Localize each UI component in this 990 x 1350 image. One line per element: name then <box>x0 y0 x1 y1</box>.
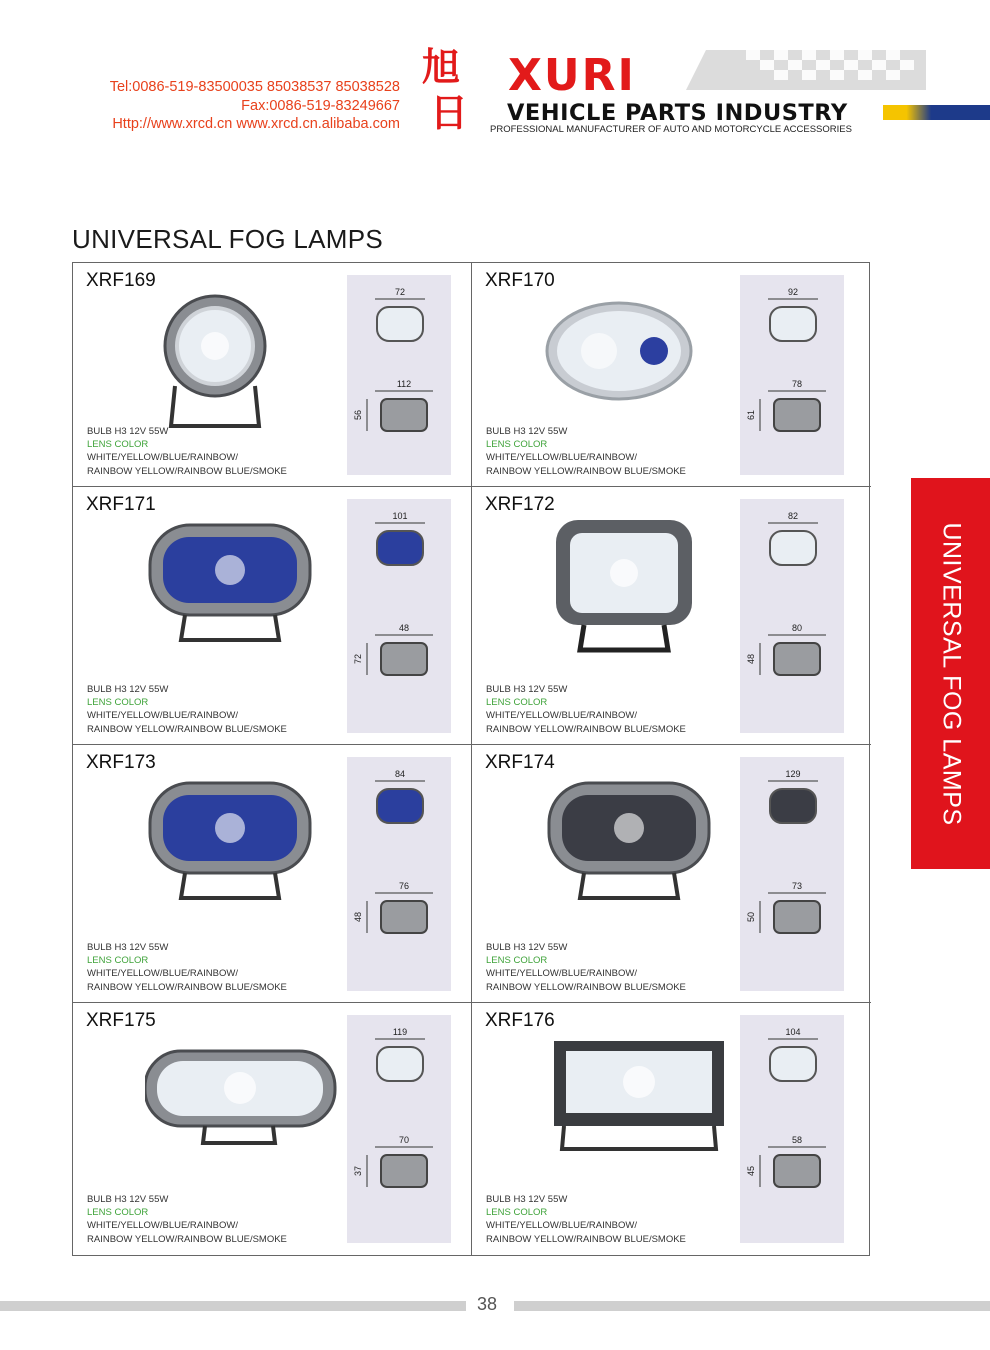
brand-logo-mark <box>418 40 498 132</box>
dimension-svg <box>740 499 844 733</box>
dim-height: 72 <box>353 653 363 665</box>
dim-height: 48 <box>353 911 363 923</box>
product-photo <box>145 291 345 431</box>
dim-width-top: 119 <box>392 1027 408 1037</box>
contact-phone: Tel:0086-519-83500035 85038537 85038528 <box>109 79 400 95</box>
product-specs <box>87 941 287 994</box>
brand-name: XURI <box>508 50 636 101</box>
contact-fax: Fax:0086-519-83249667 <box>241 97 400 114</box>
contact-info <box>40 78 400 134</box>
dim-depth: 78 <box>791 379 803 389</box>
lens-colors-line2: RAINBOW YELLOW/RAINBOW BLUE/SMOKE <box>486 723 686 735</box>
dim-width-top: 92 <box>787 287 799 297</box>
lens-color-label: LENS COLOR <box>87 697 149 709</box>
dim-depth: 58 <box>791 1135 803 1145</box>
contact-web: Http://www.xrcd.cn www.xrcd.cn.alibaba.com <box>112 116 400 132</box>
lens-colors-line1: WHITE/YELLOW/BLUE/RAINBOW/ <box>486 1220 637 1232</box>
lens-colors-line2: RAINBOW YELLOW/RAINBOW BLUE/SMOKE <box>87 981 287 993</box>
lens-colors-line1: WHITE/YELLOW/BLUE/RAINBOW/ <box>486 710 637 722</box>
product-photo <box>544 515 744 655</box>
dimension-drawing <box>347 1015 451 1243</box>
dimension-drawing <box>347 275 451 475</box>
dimension-svg <box>347 757 451 991</box>
dimension-drawing <box>347 757 451 991</box>
product-specs <box>486 425 686 478</box>
dim-width-top: 104 <box>785 1027 801 1037</box>
dim-height: 61 <box>746 409 756 421</box>
product-photo <box>544 1031 744 1171</box>
logo-char-1: 旭 <box>422 45 461 89</box>
lens-color-label: LENS COLOR <box>486 955 548 967</box>
bulb-spec: BULB H3 12V 55W <box>486 942 568 953</box>
dimension-svg <box>740 1015 844 1243</box>
product-card <box>73 263 472 487</box>
product-model: XRF171 <box>86 494 156 515</box>
dim-height: 48 <box>746 653 756 665</box>
dimension-drawing <box>740 275 844 475</box>
product-model: XRF175 <box>86 1010 156 1031</box>
dim-width-top: 72 <box>394 287 406 297</box>
dim-width-top: 82 <box>787 511 799 521</box>
product-photo <box>544 291 744 431</box>
product-card <box>472 487 871 745</box>
dim-depth: 70 <box>398 1135 410 1145</box>
dim-depth: 48 <box>398 623 410 633</box>
dimension-drawing <box>347 499 451 733</box>
checkered-flag-graphic <box>686 50 926 90</box>
product-model: XRF169 <box>86 270 156 291</box>
bulb-spec: BULB H3 12V 55W <box>486 684 568 695</box>
dim-height: 45 <box>746 1165 756 1177</box>
product-card <box>472 263 871 487</box>
dimension-svg <box>347 1015 451 1243</box>
product-photo <box>145 515 345 655</box>
dimension-svg <box>347 499 451 733</box>
lens-colors-line2: RAINBOW YELLOW/RAINBOW BLUE/SMOKE <box>486 465 686 477</box>
accent-color-bar <box>883 105 990 120</box>
dimension-svg <box>740 275 844 475</box>
product-specs <box>87 425 287 478</box>
lens-colors-line1: WHITE/YELLOW/BLUE/RAINBOW/ <box>486 968 637 980</box>
dim-depth: 73 <box>791 881 803 891</box>
lens-color-label: LENS COLOR <box>486 697 548 709</box>
dim-depth: 80 <box>791 623 803 633</box>
section-title: UNIVERSAL FOG LAMPS <box>72 224 384 254</box>
lens-colors-line1: WHITE/YELLOW/BLUE/RAINBOW/ <box>87 968 238 980</box>
lens-colors-line2: RAINBOW YELLOW/RAINBOW BLUE/SMOKE <box>486 1233 686 1245</box>
lens-colors-line1: WHITE/YELLOW/BLUE/RAINBOW/ <box>87 1220 238 1232</box>
product-grid <box>72 262 870 1256</box>
product-photo <box>544 773 744 913</box>
dim-depth: 76 <box>398 881 410 891</box>
product-specs <box>87 1193 287 1246</box>
dimension-svg <box>740 757 844 991</box>
dim-width-top: 129 <box>785 769 801 779</box>
bulb-spec: BULB H3 12V 55W <box>486 1194 568 1205</box>
dim-depth: 112 <box>396 379 412 389</box>
product-specs <box>486 941 686 994</box>
footer-bar-right <box>514 1301 990 1311</box>
lens-color-label: LENS COLOR <box>87 1207 149 1219</box>
page-number: 38 <box>476 1294 498 1314</box>
dimension-drawing <box>740 757 844 991</box>
dimension-svg <box>347 275 451 475</box>
dim-width-top: 101 <box>392 511 408 521</box>
brand-tagline: PROFESSIONAL MANUFACTURER OF AUTO AND MOTORCYCLE ACCESSORIES <box>490 124 852 135</box>
lens-colors-line1: WHITE/YELLOW/BLUE/RAINBOW/ <box>486 452 637 464</box>
lens-color-label: LENS COLOR <box>486 1207 548 1219</box>
product-card <box>73 1003 472 1255</box>
bulb-spec: BULB H3 12V 55W <box>87 942 169 953</box>
lens-colors-line2: RAINBOW YELLOW/RAINBOW BLUE/SMOKE <box>87 465 287 477</box>
product-model: XRF174 <box>485 752 555 773</box>
dim-height: 56 <box>353 409 363 421</box>
product-specs <box>87 683 287 736</box>
lens-colors-line1: WHITE/YELLOW/BLUE/RAINBOW/ <box>87 452 238 464</box>
lens-colors-line2: RAINBOW YELLOW/RAINBOW BLUE/SMOKE <box>486 981 686 993</box>
side-tab <box>911 478 990 869</box>
brand-subtitle: VEHICLE PARTS INDUSTRY <box>507 100 848 126</box>
lens-color-label: LENS COLOR <box>486 439 548 451</box>
product-card <box>73 745 472 1003</box>
product-photo <box>145 773 345 913</box>
product-model: XRF172 <box>485 494 555 515</box>
product-card <box>73 487 472 745</box>
side-tab-label: UNIVERSAL FOG LAMPS <box>937 521 965 826</box>
lens-colors-line1: WHITE/YELLOW/BLUE/RAINBOW/ <box>87 710 238 722</box>
product-specs <box>486 683 686 736</box>
lens-color-label: LENS COLOR <box>87 439 149 451</box>
product-model: XRF173 <box>86 752 156 773</box>
dim-height: 50 <box>746 911 756 923</box>
product-model: XRF176 <box>485 1010 555 1031</box>
dimension-drawing <box>740 1015 844 1243</box>
lens-color-label: LENS COLOR <box>87 955 149 967</box>
product-specs <box>486 1193 686 1246</box>
product-card <box>472 1003 871 1255</box>
dim-height: 37 <box>353 1165 363 1177</box>
product-model: XRF170 <box>485 270 555 291</box>
lens-colors-line2: RAINBOW YELLOW/RAINBOW BLUE/SMOKE <box>87 723 287 735</box>
bulb-spec: BULB H3 12V 55W <box>486 426 568 437</box>
bulb-spec: BULB H3 12V 55W <box>87 426 169 437</box>
dim-width-top: 84 <box>394 769 406 779</box>
logo-char-2: 日 <box>430 91 469 132</box>
bulb-spec: BULB H3 12V 55W <box>87 1194 169 1205</box>
product-photo <box>145 1031 345 1171</box>
footer-bar-left <box>0 1301 466 1311</box>
lens-colors-line2: RAINBOW YELLOW/RAINBOW BLUE/SMOKE <box>87 1233 287 1245</box>
product-card <box>472 745 871 1003</box>
dimension-drawing <box>740 499 844 733</box>
bulb-spec: BULB H3 12V 55W <box>87 684 169 695</box>
